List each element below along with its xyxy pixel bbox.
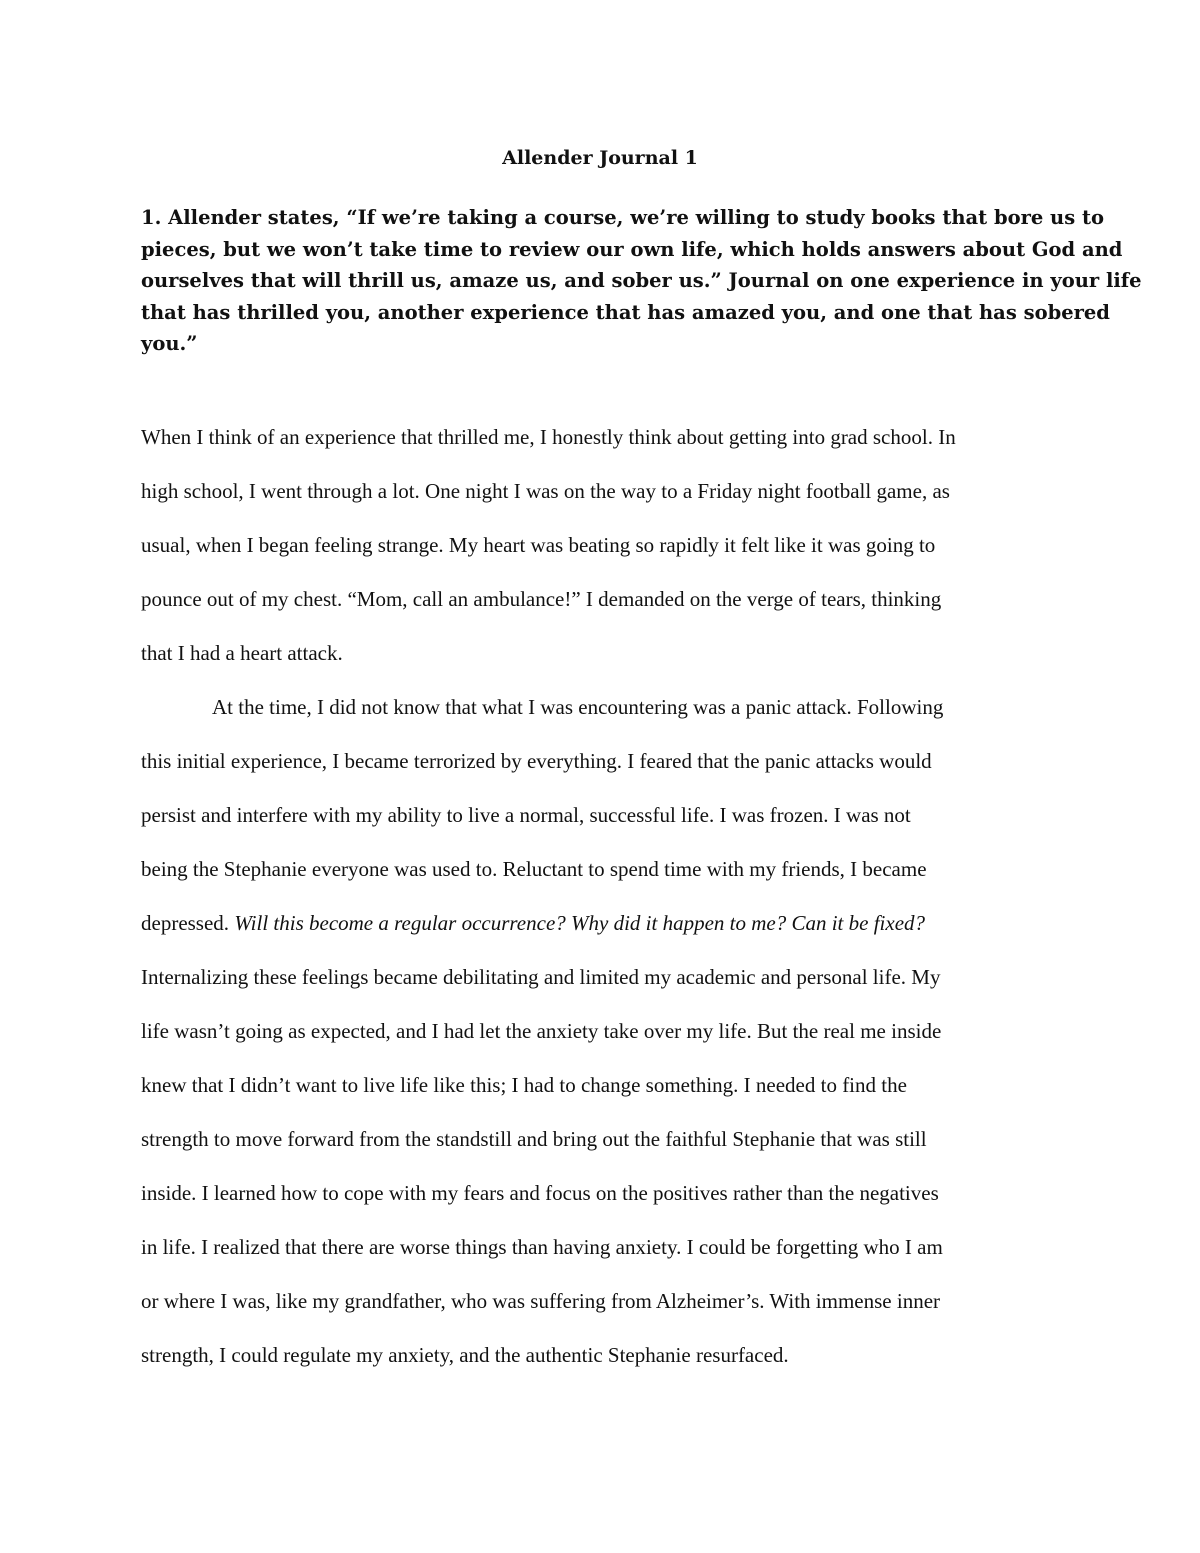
prompt-line: ourselves that will thrill us, amaze us, and sober us.” Journal on one experience in your life	[141, 269, 1142, 292]
paragraph-1-line: When I think of an experience that thrilled me, I honestly think about getting into grad school. In	[141, 425, 956, 449]
paragraph-1-line: that I had a heart attack.	[141, 641, 343, 665]
document-title: Allender Journal 1	[502, 147, 698, 169]
paragraph-2-line: At the time, I did not know that what I was encountering was a panic attack. Following	[212, 695, 944, 719]
journal-body	[141, 410, 1071, 1382]
paragraph-2-line: strength, I could regulate my anxiety, and the authentic Stephanie resurfaced.	[141, 1343, 789, 1367]
paragraph-2-line: persist and interfere with my ability to live a normal, successful life. I was frozen. I was not	[141, 803, 911, 827]
paragraph-1-line: high school, I went through a lot. One night I was on the way to a Friday night football game, as	[141, 479, 950, 503]
paragraph-2-line: this initial experience, I became terrorized by everything. I feared that the panic attacks would	[141, 749, 932, 773]
prompt-line: 1. Allender states, “If we’re taking a course, we’re willing to study books that bore us to	[141, 206, 1105, 229]
line-prefix: depressed.	[141, 911, 235, 935]
prompt-line: that has thrilled you, another experience that has amazed you, and one that has sobered	[141, 300, 1110, 324]
paragraph-2-line: Internalizing these feelings became debilitating and limited my academic and personal life. My	[141, 965, 941, 989]
paragraph-1-line: pounce out of my chest. “Mom, call an ambulance!” I demanded on the verge of tears, thinking	[141, 587, 942, 611]
italic-questions: Will this become a regular occurrence? Why did it happen to me? Can it be fixed?	[234, 911, 926, 935]
prompt-line: pieces, but we won’t take time to review our own life, which holds answers about God and	[141, 237, 1123, 261]
prompt-line: you.”	[141, 332, 198, 355]
paragraph-2-line: or where I was, like my grandfather, who was suffering from Alzheimer’s. With immense inner	[141, 1289, 941, 1313]
paragraph-1-line: usual, when I began feeling strange. My heart was beating so rapidly it felt like it was going to	[141, 533, 936, 557]
paragraph-2-line: inside. I learned how to cope with my fears and focus on the positives rather than the negatives	[141, 1181, 939, 1205]
paragraph-2-line: in life. I realized that there are worse things than having anxiety. I could be forgetting who I am	[141, 1235, 943, 1259]
journal-prompt	[141, 202, 1142, 360]
paragraph-2-line: strength to move forward from the standstill and bring out the faithful Stephanie that was still	[141, 1127, 927, 1151]
paragraph-2-line: being the Stephanie everyone was used to. Reluctant to spend time with my friends, I became	[141, 857, 927, 881]
paragraph-2-line	[141, 896, 1071, 950]
paragraph-2-line: knew that I didn’t want to live life like this; I had to change something. I needed to find the	[141, 1073, 907, 1097]
paragraph-2-line: life wasn’t going as expected, and I had let the anxiety take over my life. But the real me inside	[141, 1019, 942, 1043]
